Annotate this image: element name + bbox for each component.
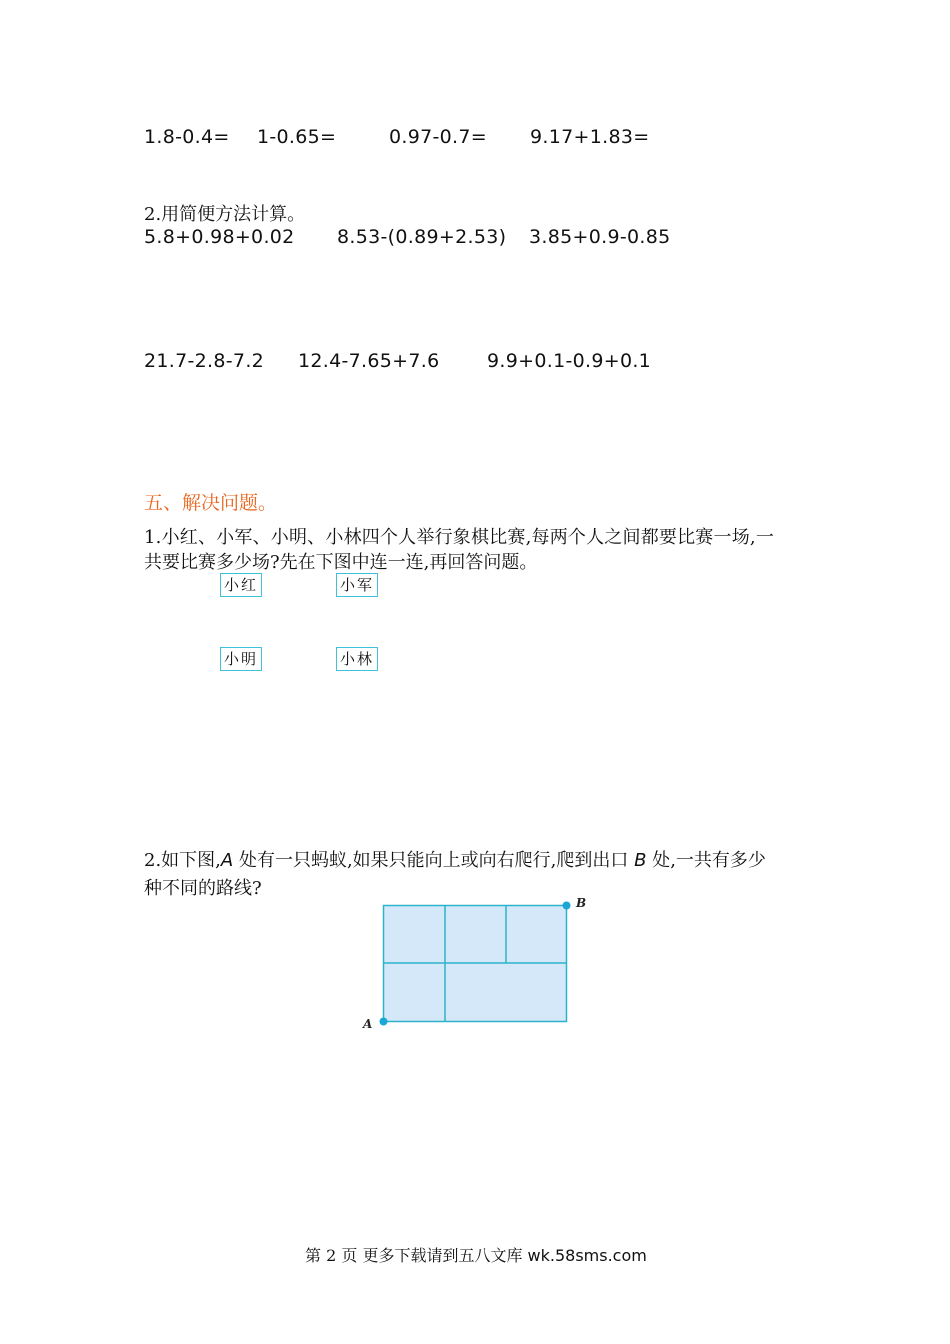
section-heading: 五、解决问题。 — [144, 492, 278, 514]
problem2-var-a: A — [220, 850, 234, 871]
expr-2b-2: 12.4-7.65+7.6 — [298, 350, 440, 372]
name-box-xiaolin: 小林 — [336, 647, 378, 671]
q2-title: 2.用简便方法计算。 — [144, 204, 306, 225]
point-a-dot — [380, 1018, 388, 1026]
problem2-line2: 种不同的路线? — [144, 878, 262, 899]
point-a-label: A — [363, 1017, 373, 1031]
page-footer — [305, 1243, 647, 1266]
footer-text: 第 2 页 更多下载请到五八文库 — [305, 1246, 528, 1265]
expr-1-1: 1.8-0.4= — [144, 126, 230, 148]
expr-2a-2: 8.53-(0.89+2.53) — [337, 226, 507, 248]
problem1-line2: 共要比赛多少场?先在下图中连一连,再回答问题。 — [144, 552, 538, 573]
problem1-line1: 1.小红、小军、小明、小林四个人举行象棋比赛,每两个人之间都要比赛一场,一 — [144, 527, 775, 548]
expr-2b-3: 9.9+0.1-0.9+0.1 — [487, 350, 652, 372]
expr-1-4: 9.17+1.83= — [530, 126, 650, 148]
problem2-line1-c: 处,一共有多少 — [646, 850, 766, 871]
expr-2b-1: 21.7-2.8-7.2 — [144, 350, 265, 372]
name-box-xiaohong: 小红 — [220, 573, 262, 597]
problem2-line1-a: 2.如下图, — [144, 850, 221, 871]
expr-1-2: 1-0.65= — [257, 126, 337, 148]
footer-url: wk.58sms.com — [527, 1246, 647, 1265]
name-box-xiaojun: 小军 — [336, 573, 378, 597]
problem2-line1 — [144, 846, 766, 872]
expr-2a-3: 3.85+0.9-0.85 — [529, 226, 671, 248]
name-box-xiaoming: 小明 — [220, 647, 262, 671]
expr-1-3: 0.97-0.7= — [389, 126, 487, 148]
point-b-dot — [563, 902, 571, 910]
problem2-line1-b: 处有一只蚂蚁,如果只能向上或向右爬行,爬到出口 — [233, 850, 635, 871]
problem2-var-b: B — [634, 850, 647, 871]
expr-2a-1: 5.8+0.98+0.02 — [144, 226, 295, 248]
point-b-label: B — [576, 896, 587, 910]
path-grid-diagram — [355, 890, 605, 1040]
